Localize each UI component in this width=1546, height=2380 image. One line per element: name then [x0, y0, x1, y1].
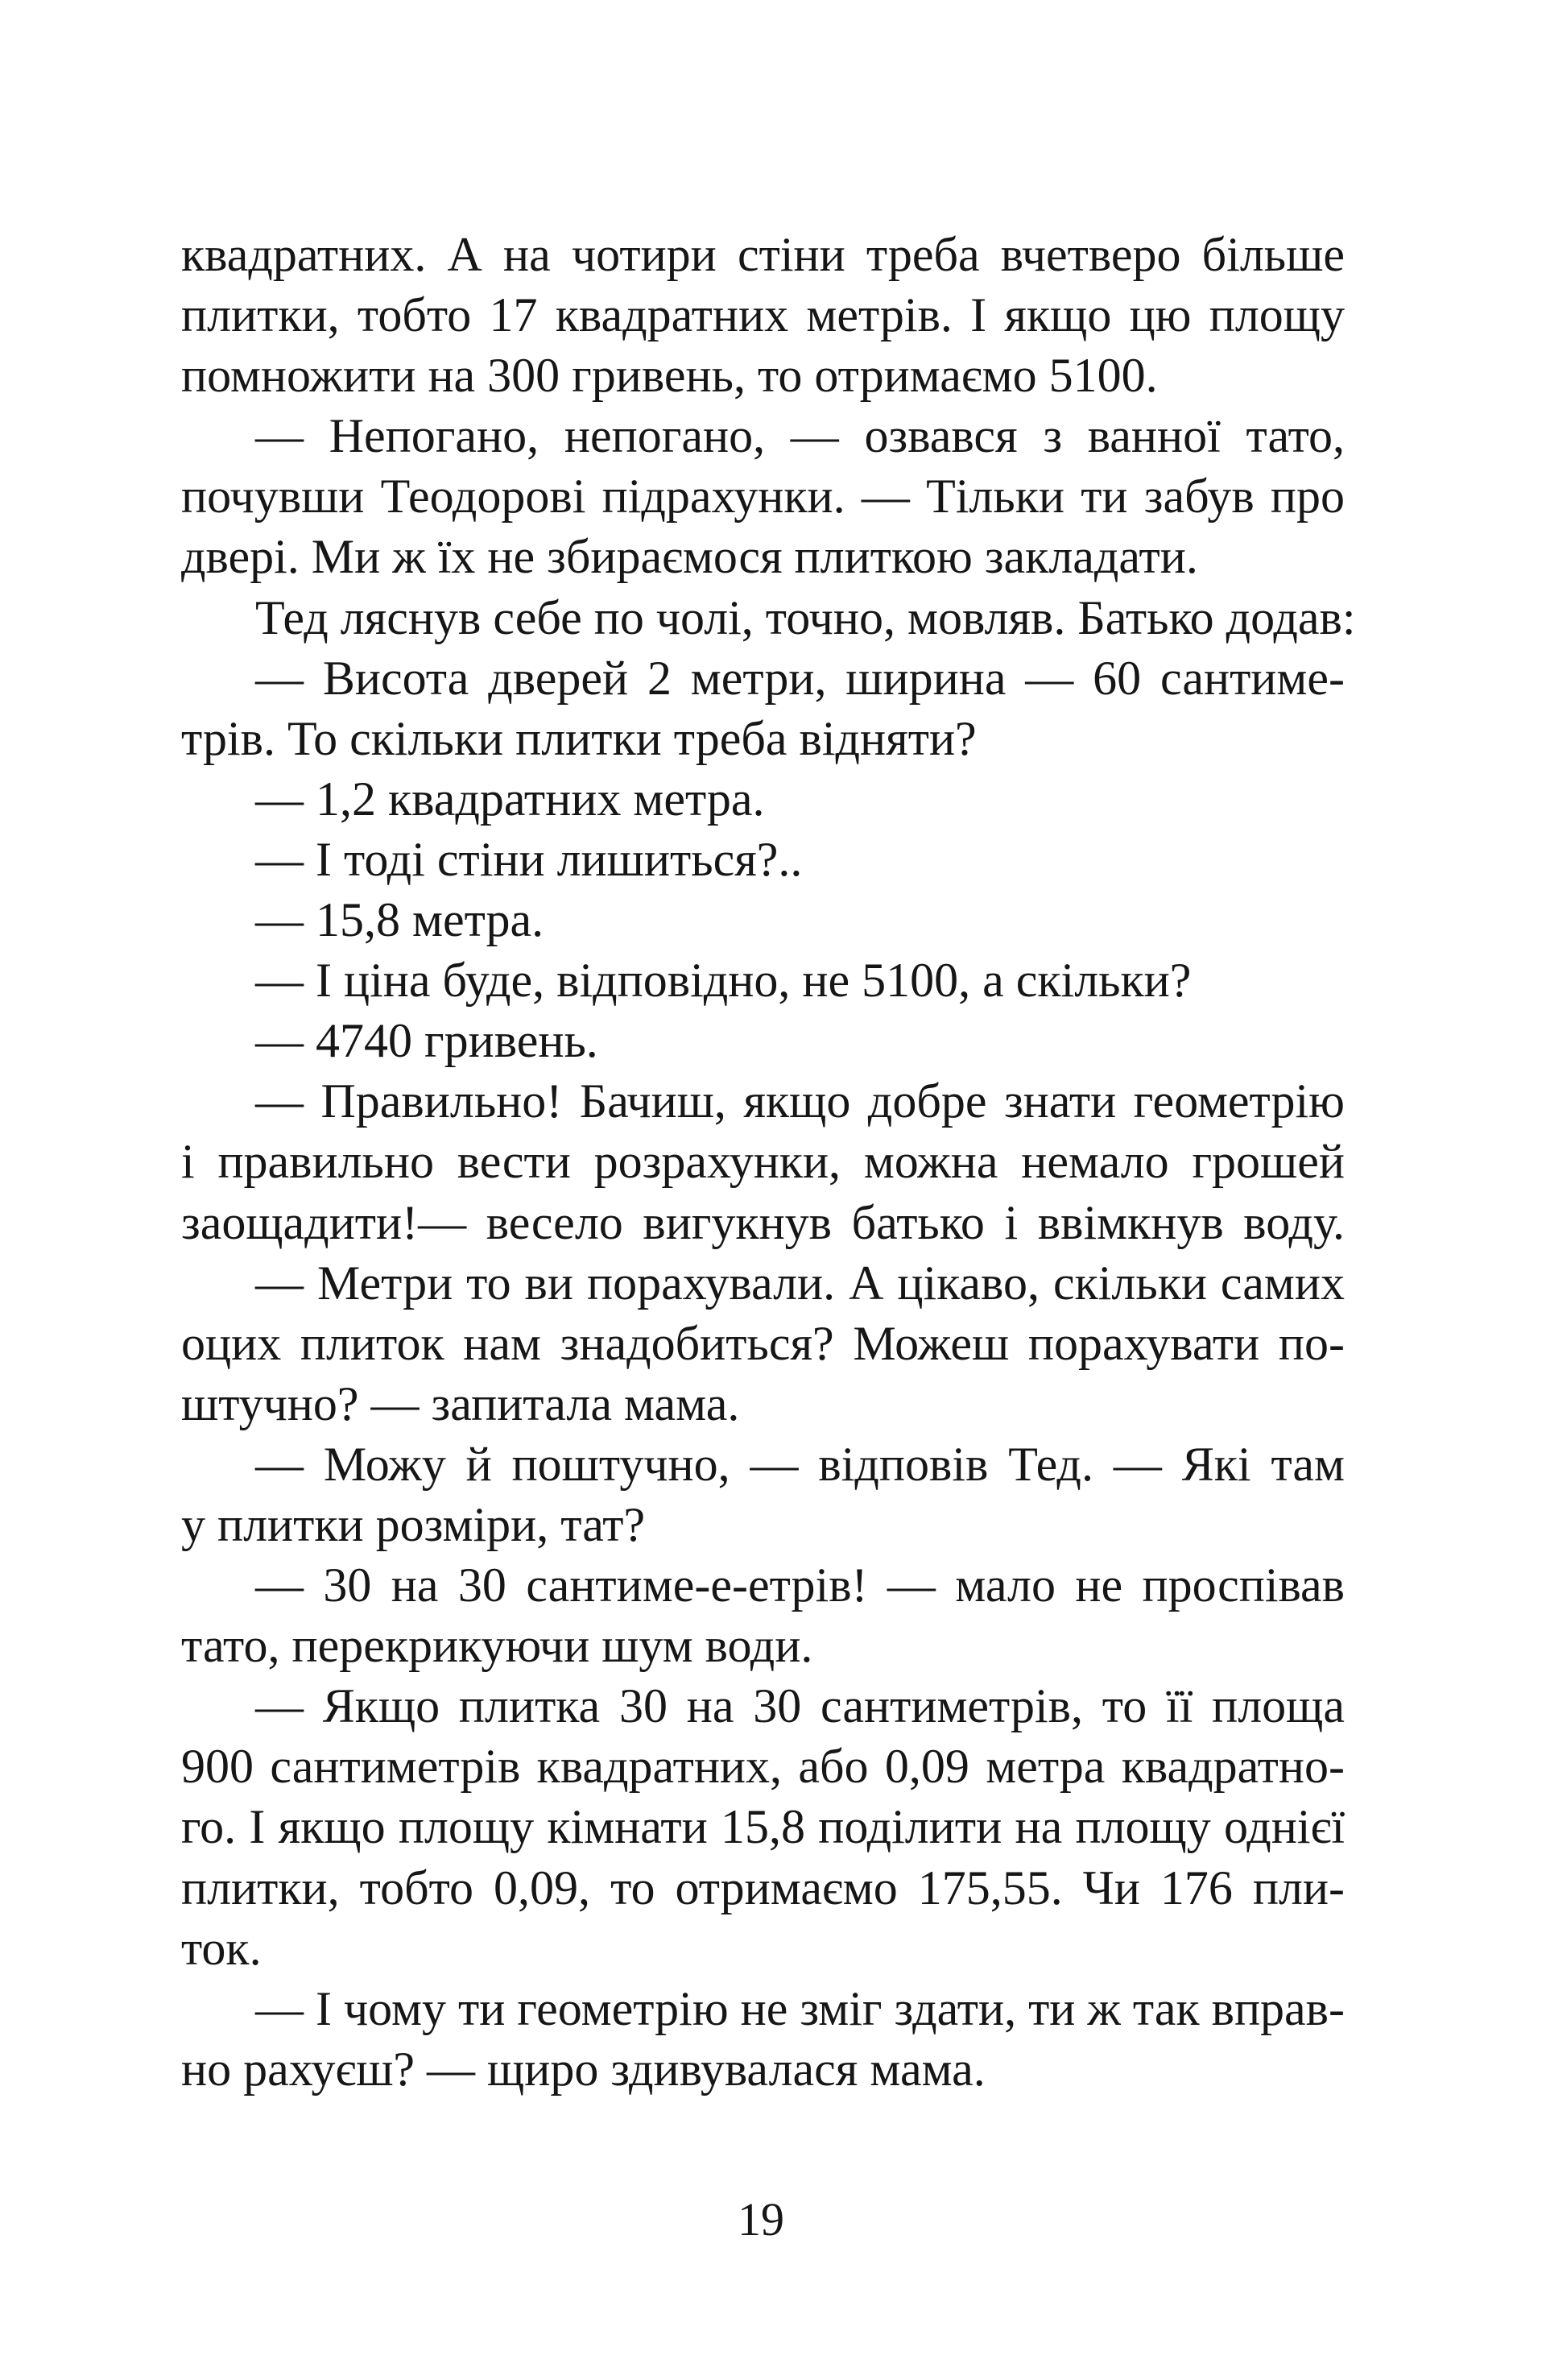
text-line: оцих плиток нам знадобиться? Можеш порахувати по- [181, 1316, 1345, 1370]
text-line: штучно? — запитала мама. [181, 1376, 740, 1430]
text-line: — 30 на 30 сантиме-е-етрів! — мало не проспівав [255, 1558, 1345, 1612]
text-line: трів. То скільки плитки треба відняти? [181, 711, 977, 765]
text-line: Тед ляснув себе по чолі, точно, мовляв. Батько додав: [255, 590, 1356, 644]
text-line: квадратних. А на чотири стіни треба вчетверо більше [181, 228, 1345, 281]
text-line: — Якщо плитка 30 на 30 сантиметрів, то її площа [255, 1679, 1345, 1733]
text-line: — 4740 гривень. [255, 1014, 598, 1068]
text-line: ток. [181, 1921, 262, 1975]
text-line: — 15,8 метра. [255, 893, 544, 947]
body-text [181, 225, 1356, 2100]
text-line: — Метри то ви порахували. А цікаво, скільки самих [255, 1256, 1345, 1310]
text-line: — Правильно! Бачиш, якщо добре знати геометрію [255, 1074, 1345, 1128]
text-line: почувши Теодорові підрахунки. — Тільки ти забув про [181, 470, 1345, 524]
text-line: тато, перекрикуючи шум води. [181, 1619, 813, 1673]
text-line: го. І якщо площу кімнати 15,8 поділити на площу однієї [181, 1800, 1345, 1854]
text-line: 900 сантиметрів квадратних, або 0,09 метра квадратно- [181, 1740, 1345, 1794]
text-line: — І ціна буде, відповідно, не 5100, а скільки? [255, 954, 1192, 1008]
page-number: 19 [738, 2193, 784, 2245]
text-line: — Непогано, непогано, — озвався з ванної тато, [255, 409, 1345, 463]
text-line: заощадити!— весело вигукнув батько і ввімкнув воду. [181, 1195, 1345, 1249]
text-line: — І тоді стіни лишиться?.. [255, 832, 803, 886]
text-line: двері. Ми ж їх не збираємося плиткою закладати. [181, 530, 1198, 584]
text-line: но рахуєш? — щиро здивувалася мама. [181, 2042, 986, 2096]
text-line: — Висота дверей 2 метри, ширина — 60 сантиме- [255, 651, 1345, 705]
text-line: плитки, тобто 17 квадратних метрів. І якщо цю площу [181, 288, 1345, 342]
text-line: — Можу й поштучно, — відповів Тед. — Які там [255, 1437, 1345, 1491]
text-line: помножити на 300 гривень, то отримаємо 5100. [181, 349, 1158, 403]
text-line: у плитки розміри, тат? [181, 1497, 646, 1551]
text-line: плитки, тобто 0,09, то отримаємо 175,55. Чи 176 пли- [181, 1861, 1345, 1914]
text-line: — 1,2 квадратних метра. [255, 772, 765, 826]
text-line: — І чому ти геометрію не зміг здати, ти ж так вправ- [255, 1981, 1345, 2035]
text-line: і правильно вести розрахунки, можна немало грошей [181, 1135, 1345, 1189]
